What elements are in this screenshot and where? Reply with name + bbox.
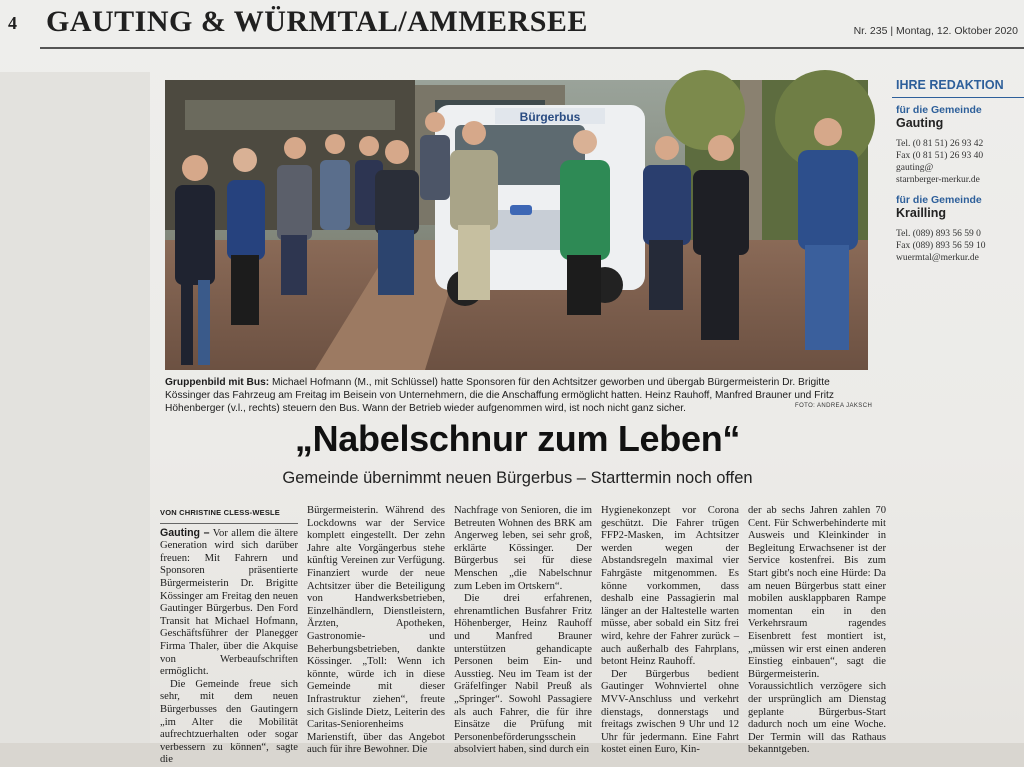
caption-lead: Gruppenbild mit Bus: <box>165 377 270 388</box>
paragraph: Die Gemeinde freue sich sehr, mit dem neuen Bürgerbusses den Gautingern „im Alter die Mobilität aufrechtzuerhalten oder sogar verbessern zu können“, sagte die <box>160 678 298 766</box>
group-photo <box>165 80 868 370</box>
caption-text: Michael Hofmann (M., mit Schlüssel) hatte Sponsoren für den Achtsitzer geworben und übergab Bürgermeisterin Dr. Brigitte Kössinger das Fahrzeug am Freitag im Beisein von Unternehmern, die die Anschaffung ermöglicht hatten. Heinz Rauhoff, Manfred Brauner und Fritz Höhenberger (v.l., rechts) steuern den Bus. Wann der Betrieb wieder aufgenommen wird, ist noch nicht ganz sicher. <box>165 377 834 414</box>
article-column-4 <box>601 505 739 756</box>
office-for-label: für die Gemeinde <box>896 194 982 206</box>
paragraph: der ab sechs Jahren zahlen 70 Cent. Für Schwerbehinderte mit Ausweis und Kleinkinder in Begleitung Erwachsener ist der Service kostenfrei. Bis zum Start gibt's noch eine Hürde: Da am neuen Bürgerbus statt einer mobilen ausklappbaren Rampe momentan ein in den Verkehrsraum ragendes Eisenbrett fest montiert ist, „müssen wir erst einen anderen Einstieg einbauen“, sagt die Bürgermeisterin. Voraussichtlich verzögere sich der ursprünglich am Dienstag geplante Bürgerbus-Start dadurch noch um eine Woche. Der Termin will das Rathaus bekanntgeben. <box>748 505 886 756</box>
paragraph: Bürgermeisterin. Während des Lockdowns war der Service komplett eingestellt. Der zehn Jahre alte Vorgängerbus stehe künftig Vereinen zur Verfügung. Finanziert wurde der neue Achtsitzer über die Beteiligung von Handwerksbetrieben, Einzelhändlern, Dienstleistern, Ärzten, Apotheken, Gastronomie- und Beherbungsbetrieben, dankte Kössinger. „Toll: Wenn ich könnte, würde ich in diese Gemeinde mit dieser Infrastruktur ziehen“, freute sich Gislinde Dietz, Leiterin des Caritas-Seniorenheims Marienstift, über das Angebot auch für ihre Bewohner. Die <box>307 505 445 756</box>
office-phone: Tel. (0 81 51) 26 93 42 <box>896 139 984 149</box>
paragraph: Hygienekonzept vor Corona geschützt. Die Fahrer trügen FFP2-Masken, im Achtsitzer werden wegen der Abstandsregeln maximal vier Fahrgäste mitgenommen. Es könne vorkommen, dass deshalb eine Passagierin mal länger an der Haltestelle warten müsse, aber sobald ein Sitz frei wird, kehre der Fahrer zurück – auch außerhalb des Fahrplans, betont Heinz Rauhoff. <box>601 505 739 668</box>
article-headline: „Nabelschnur zum Leben“ <box>294 418 741 459</box>
paragraph: Die drei erfahrenen, ehrenamtlichen Busfahrer Fritz Höhenberger, Heinz Rauhoff und Manfred Brauner unterstützen gehandicapte Personen beim Ein- und Ausstieg. Neu im Team ist der Gräfelfinger Nabil Preuß als „Springer“. Sowohl Passagiere als auch Fahrer, die für ihre Einsätze die Prüfung mit Personenbeförderungsschein absolviert haben, sind durch ein <box>454 593 592 756</box>
dateline: Gauting – <box>160 526 210 539</box>
article-body <box>160 505 886 766</box>
office-krailling <box>892 194 1024 264</box>
issue-date: Nr. 235 | Montag, 12. Oktober 2020 <box>853 25 1018 37</box>
article-subheadline: Gemeinde übernimmt neuen Bürgerbus – Starttermin noch offen <box>282 469 753 487</box>
bus-label: Bürgerbus <box>519 110 581 124</box>
redaktion-rule <box>892 97 1024 98</box>
office-gauting <box>892 104 1024 186</box>
article-column-1 <box>160 505 298 766</box>
masthead <box>0 0 1024 50</box>
office-phone: Tel. (089) 893 56 59 0 <box>896 229 981 239</box>
article-column-3 <box>454 505 592 756</box>
office-email[interactable]: gauting@ <box>896 163 934 173</box>
paragraph: Nachfrage von Senioren, die im Betreuten Wohnen des BRK am Angerweg leben, sei sehr groß, erklärte Kössinger. Der Bürgerbus sei für diese Menschen „die Nabelschnur zum Leben im Ortskern“. <box>454 505 592 592</box>
office-fax: Fax (0 81 51) 26 93 40 <box>896 151 984 161</box>
article-column-5 <box>748 505 886 756</box>
adjacent-page-strip <box>0 72 150 743</box>
office-town: Gauting <box>896 116 944 130</box>
office-town: Krailling <box>896 206 947 220</box>
office-fax: Fax (089) 893 56 59 10 <box>896 241 986 251</box>
photo-caption <box>165 376 873 415</box>
paragraph-text: Vor allem die ältere Generation wird sich darüber freuen: Mit Fahrern und Sponsoren präsentierte Bürgermeisterin Dr. Brigitte Kössinger am Freitag den neuen Gautinger Bürgerbus. Den Ford Transit hat Michael Hofmann, Geschäftsführer der Planegger Firma Thaler, über die Akquise von Werbeaufschriften ermöglicht. <box>160 527 298 678</box>
photo-credit: FOTO: ANDREA JAKSCH <box>795 403 873 409</box>
paragraph <box>160 527 298 679</box>
group-photo-illustration <box>165 80 868 370</box>
page-number: 4 <box>8 13 17 33</box>
byline: VON CHRISTINE CLESS-WESLE <box>160 505 298 524</box>
article-column-2 <box>307 505 445 756</box>
redaktion-title: IHRE REDAKTION <box>896 78 1004 92</box>
masthead-rule <box>40 47 1024 49</box>
office-email[interactable]: wuermtal@merkur.de <box>896 253 979 263</box>
paragraph: Der Bürgerbus bedient Gautinger Wohnviertel ohne MVV-Anschluss und verkehrt dienstags, donnerstags und freitags zwischen 9 Uhr und 12 Uhr für jedermann. Eine Fahrt kostet einen Euro, Kin- <box>601 668 739 756</box>
office-for-label: für die Gemeinde <box>896 104 982 116</box>
redaktion-box <box>892 72 1024 302</box>
office-email-domain[interactable]: starnberger-merkur.de <box>896 175 980 185</box>
section-title: GAUTING & WÜRMTAL/AMMERSEE <box>46 5 588 38</box>
